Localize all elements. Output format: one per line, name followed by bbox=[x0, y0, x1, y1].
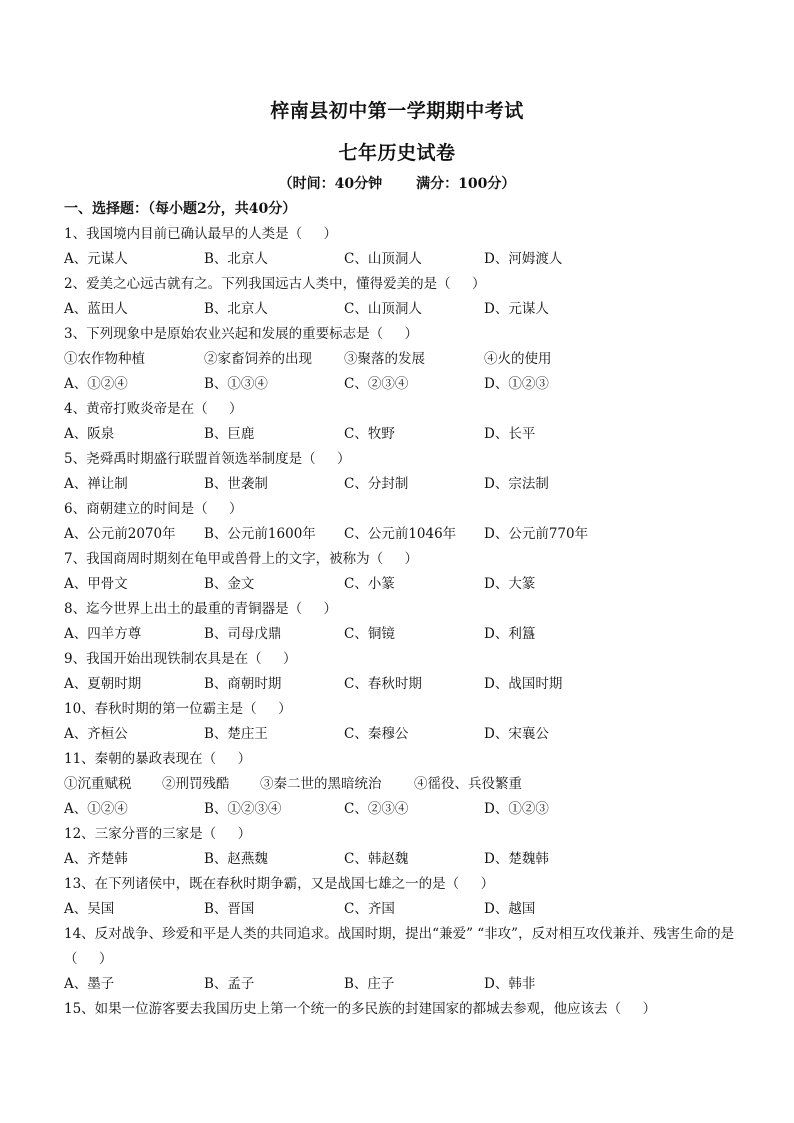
statement-item: ④火的使用 bbox=[484, 351, 552, 367]
answer-option: D、利簋 bbox=[484, 626, 536, 642]
answer-option: A、夏朝时期 bbox=[64, 676, 142, 692]
answer-option: A、阪泉 bbox=[64, 426, 115, 442]
answer-options bbox=[64, 672, 740, 697]
answer-option: A、齐楚韩 bbox=[64, 851, 128, 867]
answer-option: D、楚魏韩 bbox=[484, 851, 549, 867]
statement-item: ④徭役、兵役繁重 bbox=[414, 776, 522, 792]
answer-option: B、①②③④ bbox=[204, 801, 282, 817]
question-stem: 14、反对战争、珍爱和平是人类的共同追求。战国时期，提出“兼爱” “非攻”，反对相互攻伐兼并、残害生命的是（ ） bbox=[64, 926, 735, 967]
answer-options bbox=[64, 722, 740, 747]
section-heading: 一、选择题：（每小题2分，共40分） bbox=[64, 201, 297, 217]
answer-option: D、韩非 bbox=[484, 976, 536, 992]
question-stem: 1、我国境内目前已确认最早的人类是（ ） bbox=[64, 226, 338, 242]
question-5 bbox=[64, 447, 740, 497]
answer-options bbox=[64, 897, 740, 922]
question-4 bbox=[64, 397, 740, 447]
answer-option: C、铜镜 bbox=[344, 626, 395, 642]
answer-option: D、越国 bbox=[484, 901, 536, 917]
answer-option: C、山顶洞人 bbox=[344, 251, 422, 267]
statement-item: ③聚落的发展 bbox=[344, 351, 425, 367]
answer-option: C、秦穆公 bbox=[344, 726, 409, 742]
answer-options bbox=[64, 572, 740, 597]
question-stem: 3、下列现象中是原始农业兴起和发展的重要标志是（ ） bbox=[64, 326, 419, 342]
answer-option: B、北京人 bbox=[204, 301, 268, 317]
answer-options bbox=[64, 372, 740, 397]
question-stem: 12、三家分晋的三家是（ ） bbox=[64, 826, 252, 842]
question-stem: 2、爱美之心远古就有之。下列我国远古人类中，懂得爱美的是（ ） bbox=[64, 276, 486, 292]
exam-subtitle: 七年历史试卷 bbox=[338, 142, 456, 164]
answer-option: B、巨鹿 bbox=[204, 426, 255, 442]
answer-option: C、②③④ bbox=[344, 801, 409, 817]
question-stem: 11、秦朝的暴政表现在（ ） bbox=[64, 751, 252, 767]
question-10 bbox=[64, 697, 740, 747]
question-stem: 10、春秋时期的第一位霸主是（ ） bbox=[64, 701, 292, 717]
question-stem: 5、尧舜禹时期盛行联盟首领选举制度是（ ） bbox=[64, 451, 351, 467]
exam-title: 梓南县初中第一学期期中考试 bbox=[270, 100, 524, 122]
question-stem: 7、我国商周时期刻在龟甲或兽骨上的文字，被称为（ ） bbox=[64, 551, 419, 567]
answer-option: D、元谋人 bbox=[484, 301, 549, 317]
statement-item: ③秦二世的黑暗统治 bbox=[260, 776, 382, 792]
question-12 bbox=[64, 822, 740, 872]
answer-option: B、庄子 bbox=[344, 976, 395, 992]
statement-items bbox=[64, 772, 740, 797]
answer-options bbox=[64, 247, 740, 272]
time-label: （时间：40分钟 bbox=[278, 176, 383, 192]
answer-option: B、金文 bbox=[204, 576, 255, 592]
answer-option: C、牧野 bbox=[344, 426, 395, 442]
statement-item: ①沉重赋税 bbox=[64, 776, 132, 792]
question-stem: 6、商朝建立的时间是（ ） bbox=[64, 501, 243, 517]
question-1 bbox=[64, 222, 740, 272]
question-8 bbox=[64, 597, 740, 647]
answer-option: A、元谋人 bbox=[64, 251, 128, 267]
answer-option: B、司母戊鼎 bbox=[204, 626, 282, 642]
question-stem: 8、迄今世界上出土的最重的青铜器是（ ） bbox=[64, 601, 338, 617]
answer-option: B、楚庄王 bbox=[204, 726, 268, 742]
answer-option: A、甲骨文 bbox=[64, 576, 128, 592]
answer-option: C、春秋时期 bbox=[344, 676, 422, 692]
answer-option: B、①③④ bbox=[204, 376, 268, 392]
answer-option: D、①②③ bbox=[484, 376, 549, 392]
question-15 bbox=[64, 997, 740, 1022]
answer-option: A、禅让制 bbox=[64, 476, 128, 492]
answer-option: B、晋国 bbox=[204, 901, 255, 917]
score-label: 满分：100分） bbox=[416, 176, 516, 192]
answer-options bbox=[64, 847, 740, 872]
question-stem: 13、在下列诸侯中，既在春秋时期争霸，又是战国七雄之一的是（ ） bbox=[64, 876, 495, 892]
answer-options bbox=[64, 972, 740, 997]
answer-option: D、河姆渡人 bbox=[484, 251, 563, 267]
answer-option: C、韩赵魏 bbox=[344, 851, 409, 867]
answer-option: A、墨子 bbox=[64, 976, 115, 992]
question-11 bbox=[64, 747, 740, 822]
answer-option: A、吴国 bbox=[64, 901, 115, 917]
exam-meta bbox=[0, 173, 794, 193]
answer-option: A、①②④ bbox=[64, 801, 128, 817]
statement-item: ②家畜饲养的出现 bbox=[204, 351, 312, 367]
answer-option: D、大篆 bbox=[484, 576, 536, 592]
answer-option: B、公元前1600年 bbox=[204, 526, 316, 542]
statement-item: ②刑罚残酷 bbox=[162, 776, 230, 792]
question-2 bbox=[64, 272, 740, 322]
answer-option: B、世袭制 bbox=[204, 476, 268, 492]
answer-option: D、宗法制 bbox=[484, 476, 549, 492]
question-14 bbox=[64, 922, 740, 997]
answer-option: D、战国时期 bbox=[484, 676, 563, 692]
answer-option: C、②③④ bbox=[344, 376, 409, 392]
question-stem: 4、黄帝打败炎帝是在（ ） bbox=[64, 401, 243, 417]
question-list bbox=[64, 222, 740, 1022]
question-3 bbox=[64, 322, 740, 397]
answer-options bbox=[64, 522, 740, 547]
answer-option: D、①②③ bbox=[484, 801, 549, 817]
answer-option: B、北京人 bbox=[204, 251, 268, 267]
question-7 bbox=[64, 547, 740, 597]
answer-options bbox=[64, 622, 740, 647]
answer-options bbox=[64, 422, 740, 447]
answer-option: D、宋襄公 bbox=[484, 726, 549, 742]
answer-option: A、公元前2070年 bbox=[64, 526, 176, 542]
answer-options bbox=[64, 472, 740, 497]
question-13 bbox=[64, 872, 740, 922]
answer-option: C、小篆 bbox=[344, 576, 395, 592]
answer-option: A、四羊方尊 bbox=[64, 626, 142, 642]
answer-option: B、孟子 bbox=[204, 976, 255, 992]
answer-option: B、赵燕魏 bbox=[204, 851, 268, 867]
statement-item: ①农作物种植 bbox=[64, 351, 145, 367]
question-stem: 9、我国开始出现铁制农具是在（ ） bbox=[64, 651, 297, 667]
answer-option: C、公元前1046年 bbox=[344, 526, 457, 542]
statement-items bbox=[64, 347, 740, 372]
answer-option: C、齐国 bbox=[344, 901, 395, 917]
question-9 bbox=[64, 647, 740, 697]
question-stem: 15、如果一位游客要去我国历史上第一个统一的多民族的封建国家的都城去参观，他应该去（ ） bbox=[64, 1001, 657, 1017]
answer-option: D、长平 bbox=[484, 426, 536, 442]
answer-option: B、商朝时期 bbox=[204, 676, 282, 692]
answer-option: A、蓝田人 bbox=[64, 301, 128, 317]
answer-options bbox=[64, 797, 740, 822]
answer-option: C、山顶洞人 bbox=[344, 301, 422, 317]
answer-option: A、①②④ bbox=[64, 376, 128, 392]
question-6 bbox=[64, 497, 740, 547]
answer-option: C、分封制 bbox=[344, 476, 409, 492]
answer-option: D、公元前770年 bbox=[484, 526, 589, 542]
answer-option: A、齐桓公 bbox=[64, 726, 128, 742]
answer-options bbox=[64, 297, 740, 322]
